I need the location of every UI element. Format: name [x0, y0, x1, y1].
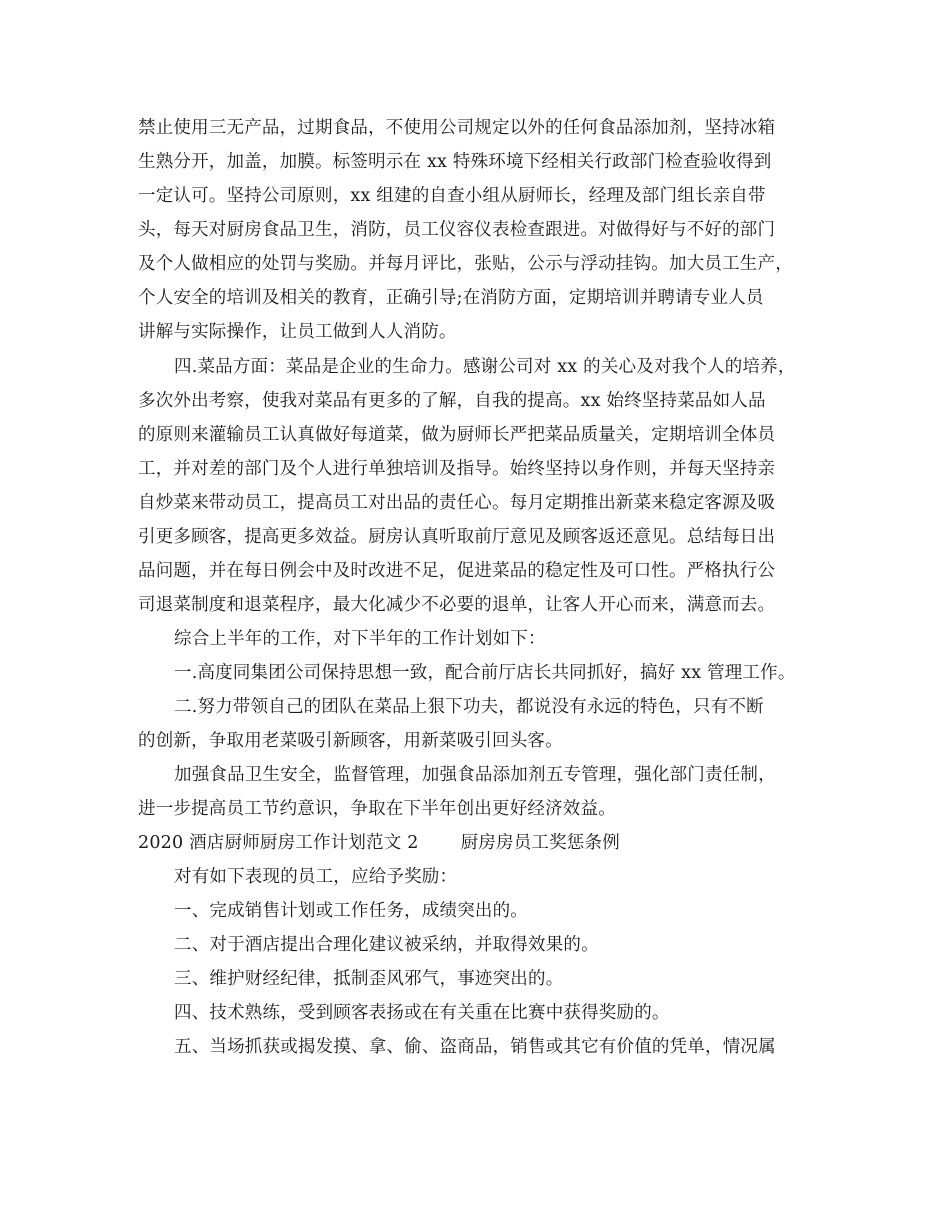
paragraph-line: 生熟分开，加盖，加膜。标签明示在 xx 特殊环境下经相关行政部门检查验收得到: [138, 152, 772, 172]
paragraph-line: 多次外出考察，使我对菜品有更多的了解，自我的提高。xx 始终坚持菜品如人品: [138, 391, 766, 411]
paragraph-line: 工，并对差的部门及个人进行单独培训及指导。始终坚持以身作则，并每天坚持亲: [138, 459, 776, 479]
paragraph-line: 加强食品卫生安全，监督管理，加强食品添加剂五专管理，强化部门责任制，: [174, 765, 776, 785]
list-item: 三、维护财经纪律，抵制歪风邪气，事迹突出的。: [174, 969, 564, 989]
paragraph-line: 进一步提高员工节约意识，争取在下半年创出更好经济效益。: [138, 799, 616, 819]
list-item: 五、当场抓获或揭发摸、拿、偷、盗商品，销售或其它有价值的凭单，情况属: [174, 1037, 776, 1057]
paragraph-line: 一.高度同集团公司保持思想一致，配合前厅店长共同抓好，搞好 xx 管理工作。: [174, 663, 796, 683]
paragraph-line: 头，每天对厨房食品卫生，消防，员工仪容仪表检查跟进。对做得好与不好的部门: [138, 220, 776, 240]
paragraph-line: 的原则来灌输员工认真做好每道菜，做为厨师长严把菜品质量关，定期培训全体员: [138, 425, 776, 445]
paragraph-line: 综合上半年的工作，对下半年的工作计划如下：: [174, 629, 546, 649]
paragraph-line: 自炒菜来带动员工，提高员工对出品的责任心。每月定期推出新菜来稳定客源及吸: [138, 493, 776, 513]
paragraph-line: 引更多顾客，提高更多效益。厨房认真听取前厅意见及顾客返还意见。总结每日出: [138, 527, 776, 547]
paragraph-line: 个人安全的培训及相关的教育，正确引导;在消防方面，定期培训并聘请专业人员: [138, 288, 764, 308]
list-item: 一、完成销售计划或工作任务，成绩突出的。: [174, 901, 528, 921]
paragraph-line: 及个人做相应的处罚与奖励。并每月评比，张贴，公示与浮动挂钩。加大员工生产，: [138, 254, 793, 274]
section-title: 2020 酒店厨师厨房工作计划范文 2: [138, 833, 419, 853]
paragraph-line: 品问题，并在每日例会中及时改进不足，促进菜品的稳定性及可口性。严格执行公: [138, 561, 776, 581]
paragraph-line: 的创新，争取用老菜吸引新顾客，用新菜吸引回头客。: [138, 731, 563, 751]
section-subtitle: 厨房房员工奖惩条例: [460, 833, 620, 853]
paragraph-line: 四.菜品方面：菜品是企业的生命力。感谢公司对 xx 的关心及对我个人的培养，: [174, 357, 796, 377]
list-item: 四、技术熟练，受到顾客表扬或在有关重在比赛中获得奖励的。: [174, 1003, 670, 1023]
list-item: 二、对于酒店提出合理化建议被采纳，并取得效果的。: [174, 935, 599, 955]
paragraph-line: 一定认可。坚持公司原则，xx 组建的自查小组从厨师长，经理及部门组长亲自带: [138, 186, 766, 206]
section-heading: [138, 831, 620, 855]
rewards-intro: 对有如下表现的员工，应给予奖励：: [174, 867, 458, 887]
paragraph-line: 司退菜制度和退菜程序，最大化减少不必要的退单，让客人开心而来，满意而去。: [138, 595, 776, 615]
paragraph-line: 二.努力带领自己的团队在菜品上狠下功夫，都说没有永远的特色，只有不断: [174, 697, 764, 717]
paragraph-line: 讲解与实际操作，让员工做到人人消防。: [138, 322, 457, 342]
paragraph-line: 禁止使用三无产品，过期食品，不使用公司规定以外的任何食品添加剂，坚持冰箱: [138, 118, 776, 138]
